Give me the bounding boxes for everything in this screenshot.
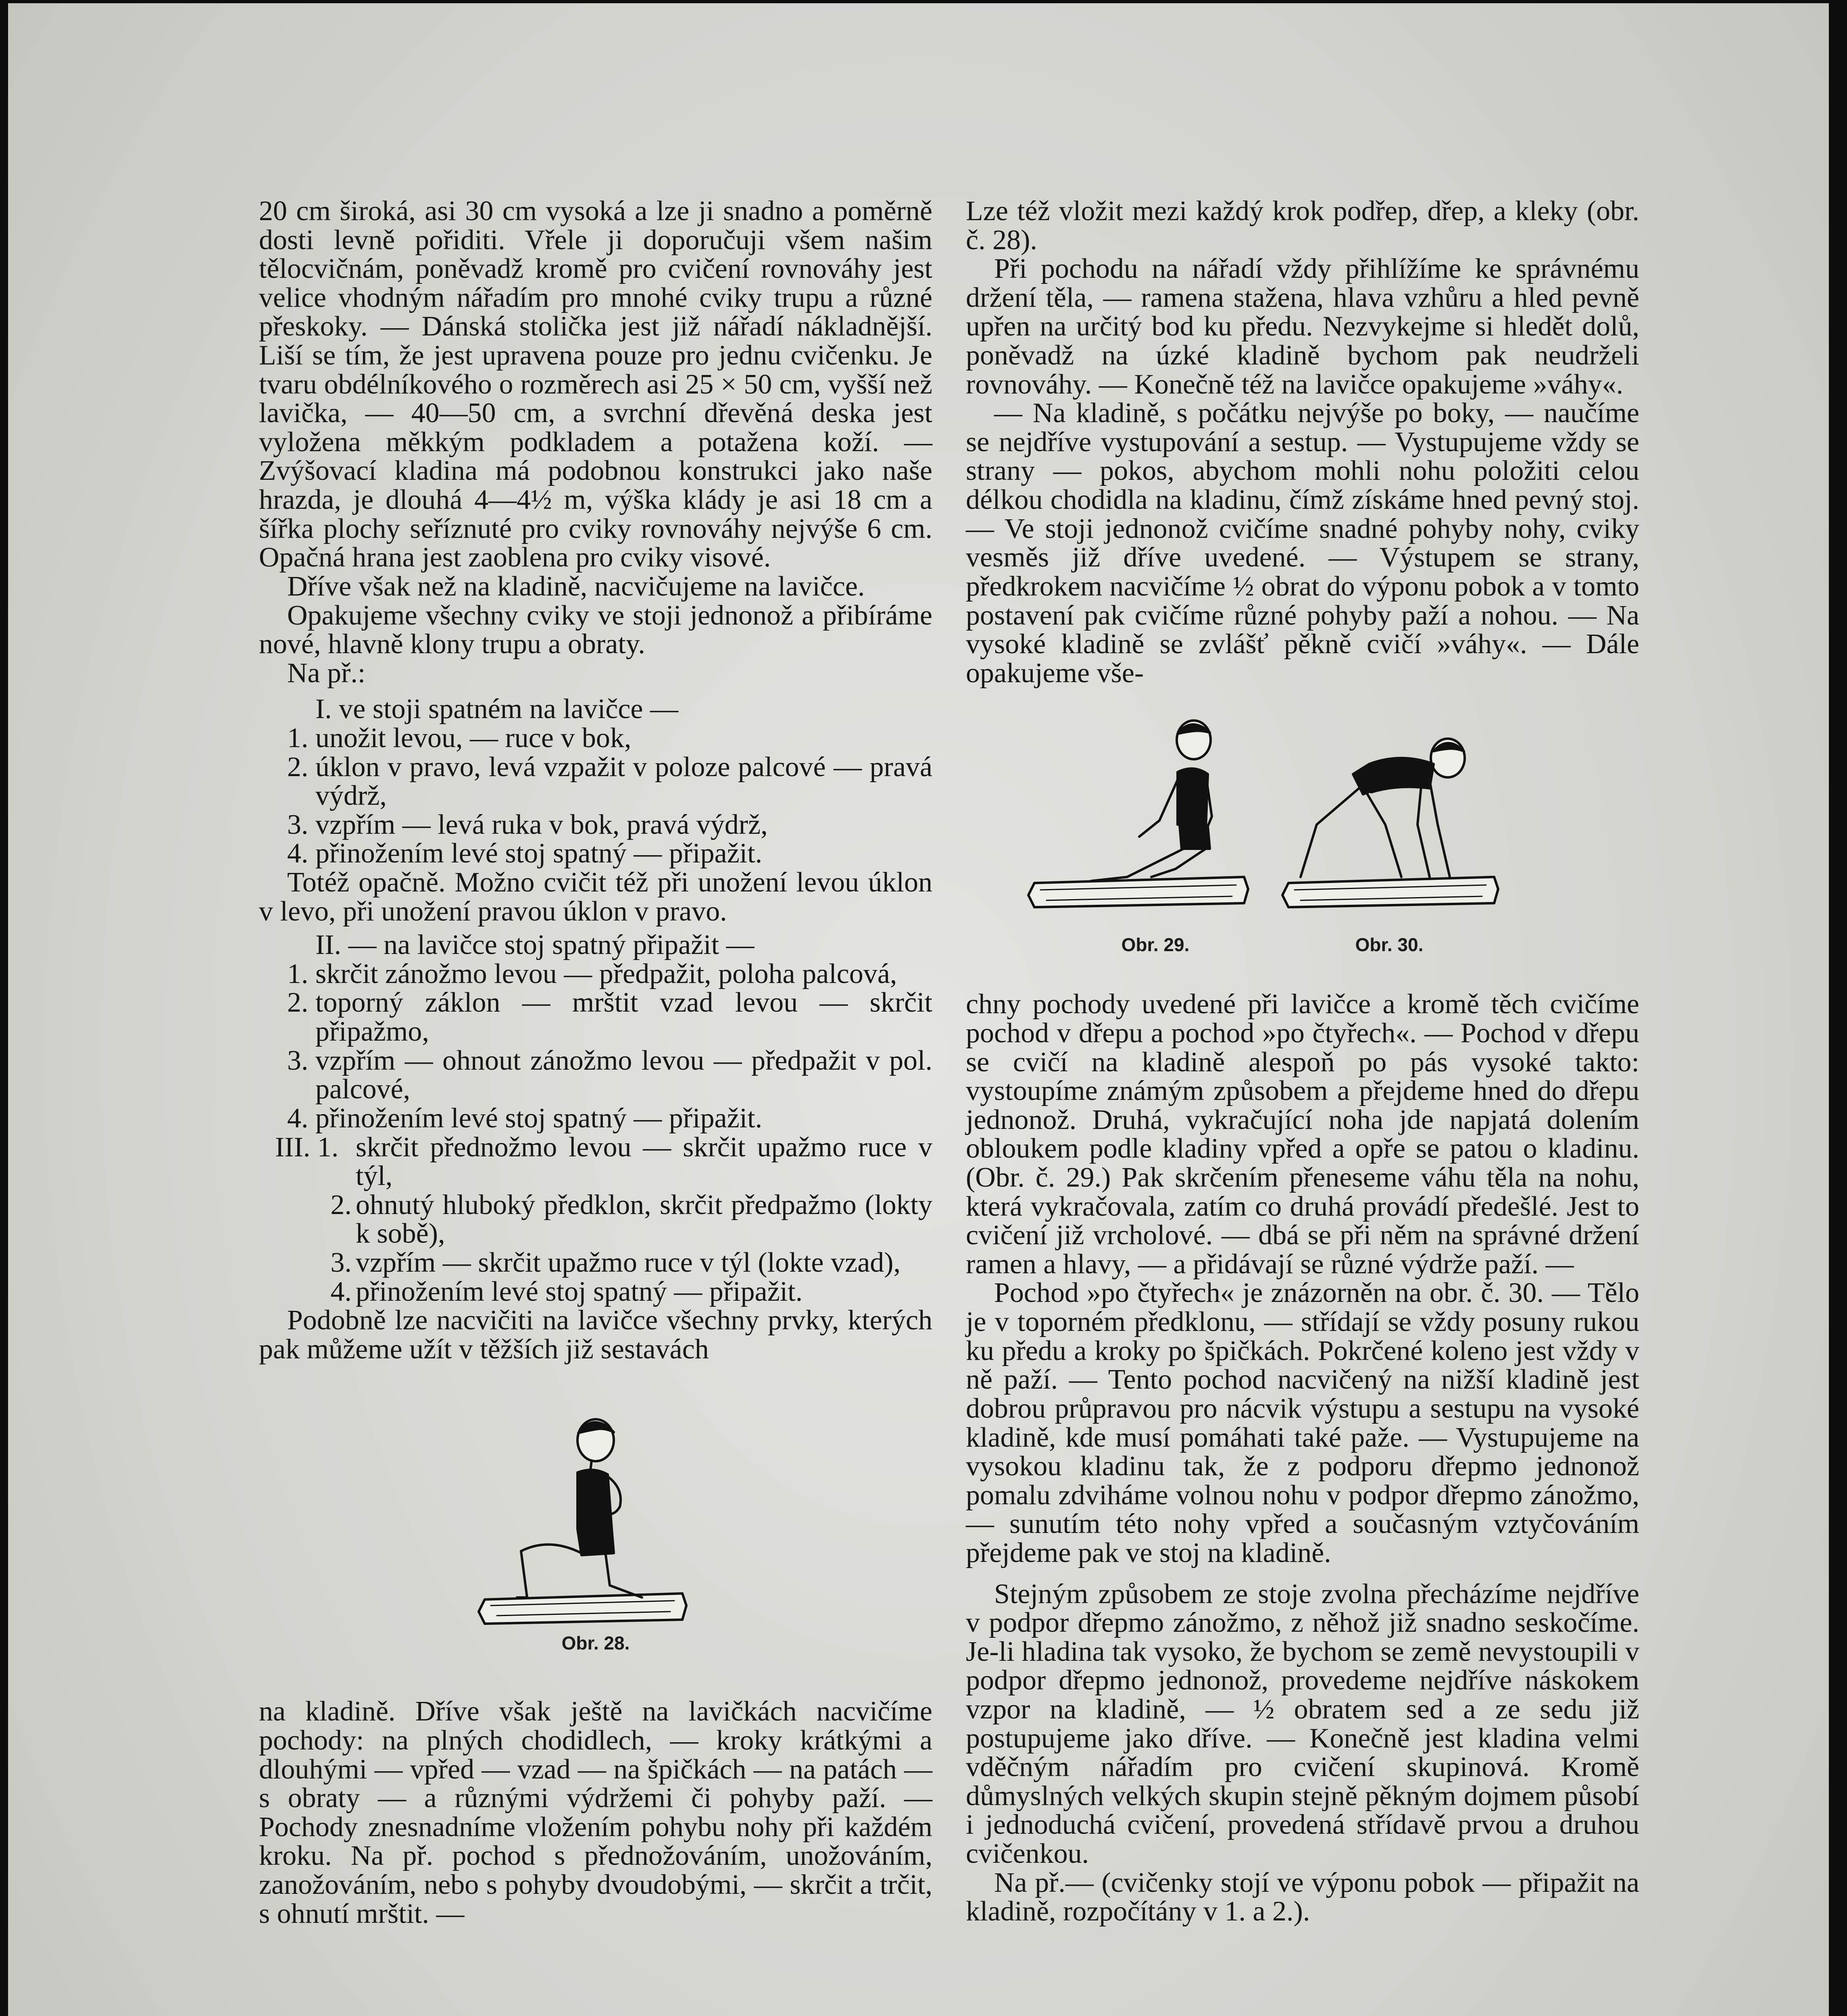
list-item — [259, 1046, 932, 1104]
exercise-title: II. — na lavičce stoj spatný připažit — — [315, 929, 755, 961]
item-text: unožit levou, — ruce v bok, — [315, 722, 632, 754]
item-number: 3. — [330, 1247, 352, 1278]
figure-29-30-illustration — [966, 704, 1639, 929]
item-text: přinožením levé stoj spatný — připažit. — [315, 1102, 763, 1134]
paragraph: Totéž opačně. Možno cvičit též při unožení levou úklon v levo, při unožení pravou úklon v pravo. — [259, 867, 932, 927]
item-text: ohnutý hluboký předklon, skrčit předpažmo (lokty k sobě), — [356, 1189, 932, 1250]
paragraph: 20 cm široká, asi 30 cm vysoká a lze ji snadno a poměrně dosti levně pořiditi. Vřele ji doporučuji všem našim tělocvičnám, poněvadž kromě pro cvičení rovnováhy jest velice vhodným nářadím pro mnohé cviky trupu a různé přeskoky. — Dánská stolička jest již nářadí nákladnější. Liší se tím, že jest upravena pouze pro jednu cvičenku. Je tvaru obdélníkového o rozměrech asi 25 × 50 cm, vyšší než lavička, — 40—50 cm, a svrchní dřevěná deska jest vyložena měkkým podkladem a potažena koží. — Zvýšovací kladina má podobnou konstrukci jako naše hrazda, je dlouhá 4—4½ m, výška klády je asi 18 cm a šířka plochy seříznuté pro cviky rovnováhy nejvýše 6 cm. Opačná hrana jest zaoblena pro cviky visové. — [259, 196, 932, 573]
item-text: přinožením levé stoj spatný — připažit. — [315, 838, 763, 869]
item-text: přinožením levé stoj spatný — připažit. — [356, 1276, 803, 1307]
left-column — [259, 197, 932, 1928]
item-text: toporný záklon — mrštit vzad levou — skrčit připažmo, — [315, 987, 932, 1048]
paragraph: Podobně lze nacvičiti na lavičce všechny prvky, kterých pak můžeme užít v těžších již sestavách — [259, 1305, 932, 1365]
list-item — [259, 839, 932, 868]
exercise-title: I. ve stoji spatném na lavičce — — [315, 694, 678, 725]
exercise-list — [259, 1133, 932, 1306]
item-number: 4. — [330, 1276, 352, 1307]
item-number: 2. — [330, 1189, 352, 1220]
item-text: skrčit zánožmo levou — předpažit, poloha palcová, — [315, 958, 897, 989]
paragraph: Lze též vložit mezi každý krok podřep, dřep, a kleky (obr. č. 28). — [966, 196, 1639, 256]
item-number: 1. — [287, 722, 309, 754]
paragraph: Stejným způsobem ze stoje zvolna přecházíme nejdříve v podpor dřepmo zánožmo, z něhož již snadno seskočíme. Je-li hladina tak vysoko, že bychom se země nevystoupili v podpor dřepmo jednonož, provedeme nejdříve náskokem vzpor na kladině, — ½ obratem sed a ze sedu již postupujeme jako dříve. — Konečně jest kladina velmi vděčným nářadím pro cvičení skupinová. Kromě důmyslných velkých skupin stejně pěkným dojmem působí i jednoduchá cvičení, provedená střídavě prvou a druhou cvičenkou. — [966, 1578, 1639, 1870]
list-item — [259, 1277, 932, 1306]
item-number: 4. — [287, 1102, 309, 1134]
figures-29-30 — [966, 704, 1639, 974]
item-text: úklon v pravo, levá vzpažit v poloze palcové — pravá výdrž, — [315, 751, 932, 812]
item-number: 2. — [287, 987, 309, 1018]
paragraph: Při pochodu na nářadí vždy přihlížíme ke správnému držení těla, — ramena stažena, hlava vzhůru a hled pevně upřen na určitý bod ku předu. Nezvykejme si hledět dolů, poněvadž na úzké kladině bychom pak neudrželi rovnováhy. — Konečně též na lavičce opakujeme »váhy«. — [966, 253, 1639, 400]
paragraph: Na př.: — [287, 657, 366, 689]
exercise-list — [259, 724, 932, 868]
figure-28-illustration — [259, 1396, 932, 1630]
list-item — [259, 1191, 932, 1248]
paragraph: Dříve však než na kladině, nacvičujeme na lavičce. — [287, 571, 865, 602]
paragraph: Pochod »po čtyřech« je znázorněn na obr. č. 30. — Tělo je v toporném předklonu, — střídají se vždy posuny rukou ku předu a kroky po špičkách. Pokrčené koleno jest vždy v ně paží. — Tento pochod nacvičený na nižší kladině jest dobrou průpravou pro nácvik výstupu a sestupu na vysoké kladině, kde musí pomáhati také paže. — Vystupujeme na vysokou kladinu tak, že z podporu dřepmo jednonož pomalu zdviháme volnou nohu v podpor dřepmo zánožmo, — sunutím této nohy vpřed a současným vztyčováním přejdeme pak ve stoj na kladině. — [966, 1277, 1639, 1568]
item-number: 3. — [287, 809, 309, 840]
exercise-list — [259, 960, 932, 1133]
list-item — [259, 753, 932, 810]
item-number: 4. — [287, 838, 309, 869]
item-number: 3. — [287, 1045, 309, 1076]
figure-30-caption: Obr. 30. — [1355, 934, 1424, 956]
item-number: 1. — [287, 958, 309, 989]
paragraph: — Na kladině, s počátku nejvýše po boky, — naučíme se nejdříve vystupování a sestup. — Vystupujeme vždy se strany — pokos, abychom mohli nohu položiti celou délkou chodidla na kladinu, čímž získáme hned pevný stoj. — Ve stoji jednonož cvičíme snadné pohyby nohy, cviky vesměs již dříve uvedené. — Výstupem se strany, předkrokem nacvičíme ½ obrat do výponu pobok a v tomto postavení pak cvičíme různé pohyby paží a nohou. — Na vysoké kladině se zvlášť pěkně cvičí »váhy«. — Dále opakujeme vše- — [966, 398, 1639, 689]
item-text: vzpřím — levá ruka v bok, pravá výdrž, — [315, 809, 768, 840]
figure-28 — [259, 1396, 932, 1653]
item-number: III. 1. — [275, 1131, 339, 1163]
paragraph: Na př.— (cvičenky stojí ve výponu pobok — připažit na kladině, rozpočítány v 1. a 2.). — [966, 1867, 1639, 1927]
item-text: vzpřím — ohnout zánožmo levou — předpažit v pol. palcové, — [315, 1045, 932, 1105]
item-text: skrčit přednožmo levou — skrčit upažmo ruce v týl, — [356, 1131, 932, 1192]
list-item — [259, 1133, 932, 1191]
list-item — [259, 724, 932, 753]
paragraph: Opakujeme všechny cviky ve stoji jednonož a přibíráme nové, hlavně klony trupu a obraty. — [259, 600, 932, 660]
list-item — [259, 988, 932, 1046]
list-item — [259, 1104, 932, 1133]
list-item — [259, 810, 932, 839]
paragraph: chny pochody uvedené při lavičce a kromě těch cvičíme pochod v dřepu a pochod »po čtyřech«. — Pochod v dřepu se cvičí na kladině alespoň po pás vysoké takto: vystoupíme známým způsobem a přejdeme hned do dřepu jednonož. Druhá, vykračující noha jde napjatá dolením obloukem podle kladiny vpřed a opře se patou o kladinu. (Obr. č. 29.) Pak skrčením přeneseme váhu těla na nohu, která vykračovala, zatím co druhá provádí předešlé. Jest to cvičení již vrcholové. — dbá se při něm na správné držení ramen a hlavy, — a přidávají se různé výdrže paží. — — [966, 989, 1639, 1280]
list-item — [259, 1248, 932, 1277]
page-sheet — [8, 3, 1829, 2016]
figure-28-caption: Obr. 28. — [561, 1633, 630, 1654]
item-text: vzpřím — skrčit upažmo ruce v týl (lokte vzad), — [356, 1247, 901, 1278]
item-number: 2. — [287, 751, 309, 783]
figure-29-caption: Obr. 29. — [1121, 934, 1190, 956]
right-column — [966, 197, 1639, 1926]
paragraph: na kladině. Dříve však ještě na lavičkách nacvičíme pochody: na plných chodidlech, — kroky krátkými a dlouhými — vpřed — vzad — na špičkách — na patách — s obraty — a různými výdržemi či pohyby paží. — Pochody znesnadníme vložením pohybu nohy při každém kroku. Na př. pochod s přednožováním, unožováním, zanožováním, nebo s pohyby dvoudobými, — skrčit a trčit, s ohnutí mrštit. — — [259, 1696, 932, 1929]
list-item — [259, 960, 932, 989]
